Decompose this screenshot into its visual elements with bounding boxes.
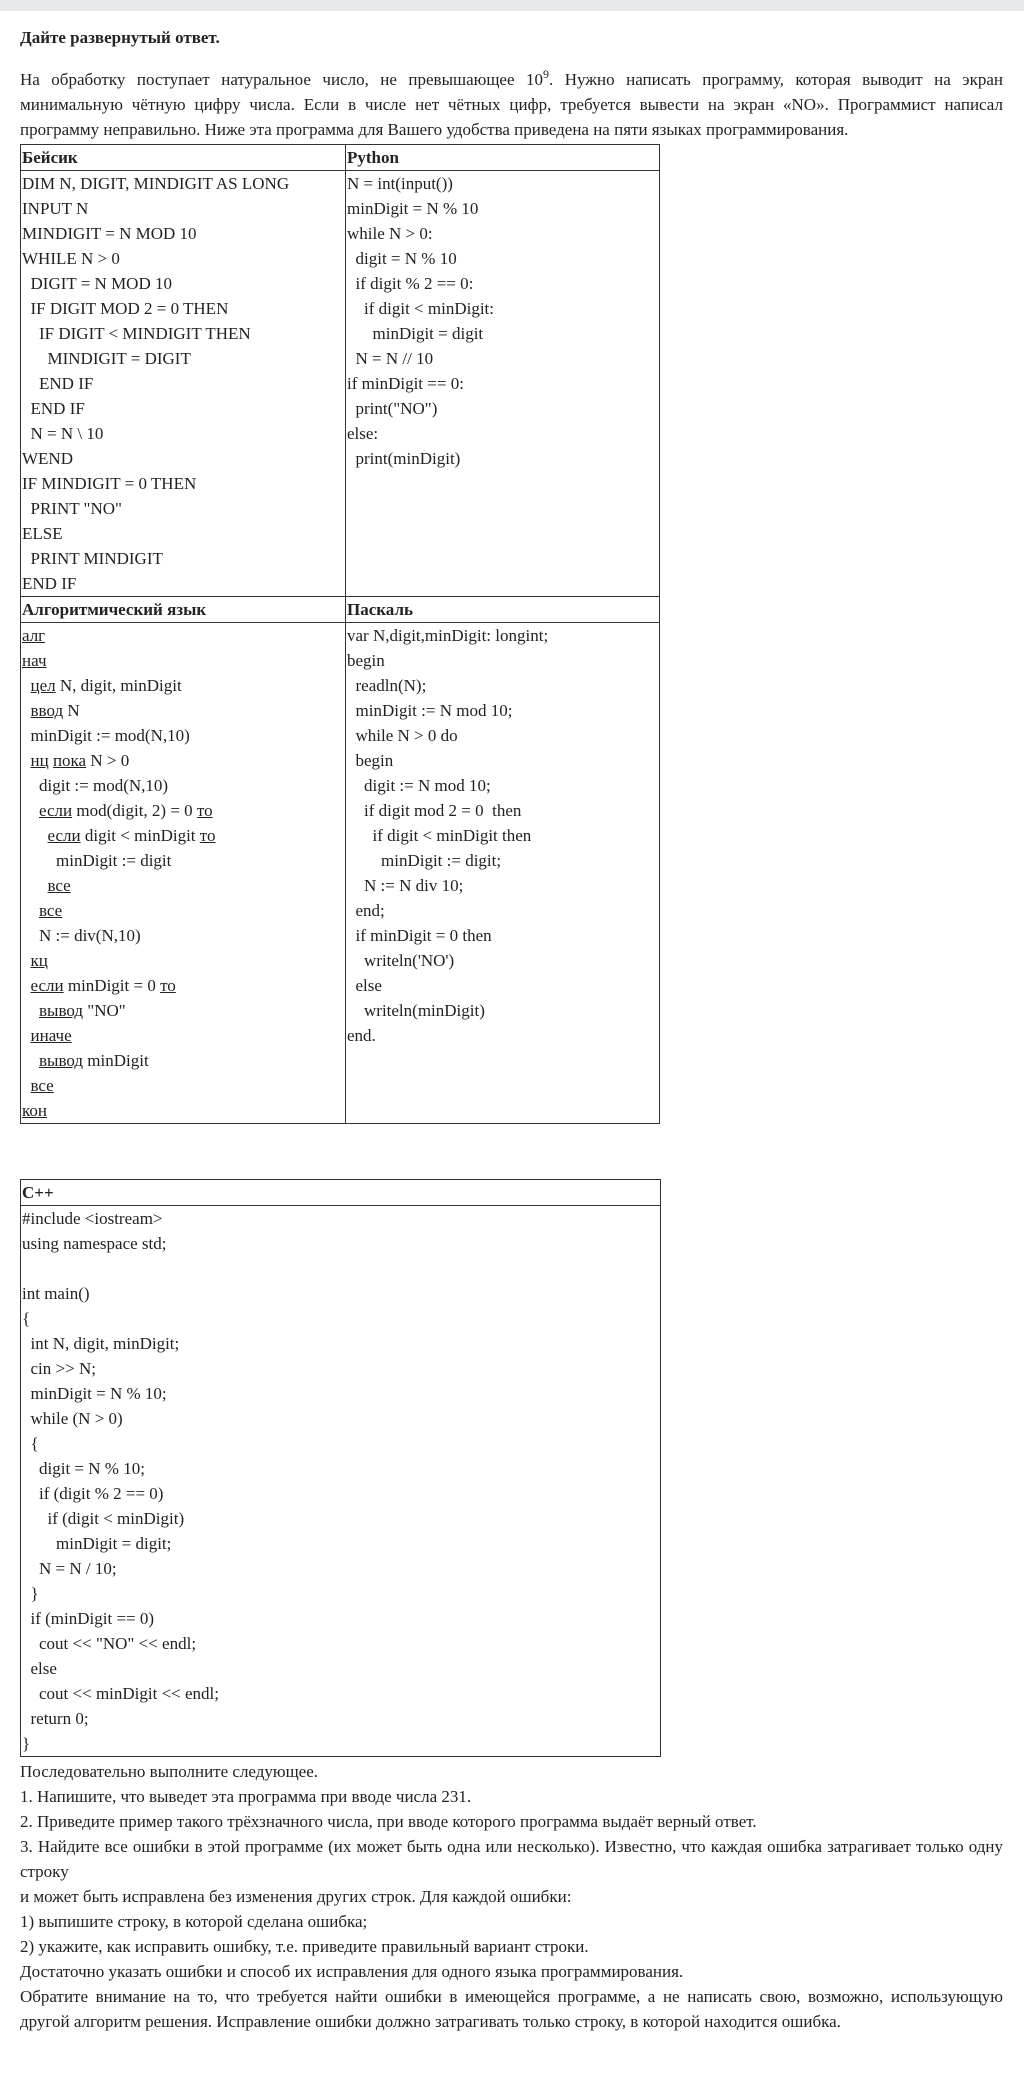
code-table-main — [20, 144, 660, 1124]
code-line: print("NO") — [347, 399, 438, 418]
code-line: INPUT N — [22, 199, 89, 218]
code-line — [22, 798, 345, 823]
code-line: end; — [347, 901, 385, 920]
code-line: N = N / 10; — [22, 1559, 117, 1578]
code-line: if digit < minDigit then — [347, 826, 532, 845]
code-line: minDigit = digit; — [22, 1534, 172, 1553]
code-text — [22, 876, 48, 895]
code-line: using namespace std; — [22, 1234, 167, 1253]
code-line — [22, 723, 345, 748]
code-line: return 0; — [22, 1709, 89, 1728]
code-line — [22, 1023, 345, 1048]
code-line: MINDIGIT = DIGIT — [22, 349, 191, 368]
keyword: кон — [22, 1101, 47, 1120]
code-table-cpp — [20, 1179, 661, 1757]
task-heading: Дайте развернутый ответ. — [20, 28, 220, 47]
code-line: N = N // 10 — [347, 349, 434, 368]
code-line: minDigit = N % 10 — [347, 199, 479, 218]
code-line: } — [22, 1734, 31, 1753]
code-text: mod(digit, 2) = 0 — [72, 801, 197, 820]
code-line — [22, 1256, 660, 1281]
code-line: cin >> N; — [22, 1359, 96, 1378]
code-line: DIGIT = N MOD 10 — [22, 274, 172, 293]
algorithmic-header: Алгоритмический язык — [21, 597, 346, 623]
code-line: if minDigit == 0: — [347, 374, 464, 393]
keyword: то — [199, 826, 216, 845]
keyword: иначе — [30, 1026, 72, 1045]
cpp-header: C++ — [21, 1180, 661, 1206]
code-line — [22, 773, 345, 798]
code-line — [22, 1073, 345, 1098]
code-line: IF DIGIT MOD 2 = 0 THEN — [22, 299, 229, 318]
problem-statement — [20, 67, 1003, 142]
code-line: readln(N); — [347, 676, 427, 695]
code-line: minDigit := digit; — [347, 851, 502, 870]
keyword: нач — [22, 651, 47, 670]
code-text — [22, 951, 31, 970]
code-line — [22, 1098, 345, 1123]
code-line: print(minDigit) — [347, 449, 461, 468]
code-text: digit < minDigit — [80, 826, 200, 845]
keyword: цел — [30, 676, 56, 695]
code-line: if minDigit = 0 then — [347, 926, 492, 945]
code-text — [22, 826, 48, 845]
code-line: #include <iostream> — [22, 1209, 163, 1228]
task-line: 3. Найдите все ошибки в этой программе (их может быть одна или несколько). Известно, что каждая ошибка затрагивает только одну строку — [20, 1837, 1003, 1881]
code-line: N = int(input()) — [347, 174, 453, 193]
code-line: } — [22, 1584, 39, 1603]
code-line: if (digit % 2 == 0) — [22, 1484, 164, 1503]
keyword: вывод — [39, 1051, 84, 1070]
code-line — [22, 873, 345, 898]
code-line: ELSE — [22, 524, 63, 543]
basic-header: Бейсик — [21, 145, 346, 171]
code-line — [22, 948, 345, 973]
code-line: { — [22, 1309, 31, 1328]
code-line: END IF — [22, 574, 77, 593]
exponent: 9 — [543, 67, 550, 81]
code-line — [22, 898, 345, 923]
keyword: нц — [30, 751, 49, 770]
task-instructions — [20, 1759, 1003, 2034]
code-text — [22, 1026, 31, 1045]
code-line — [22, 848, 345, 873]
code-line: cout << "NO" << endl; — [22, 1634, 197, 1653]
code-line: IF MINDIGIT = 0 THEN — [22, 474, 197, 493]
code-text: minDigit — [83, 1051, 149, 1070]
task-line: 2) укажите, как исправить ошибку, т.е. приведите правильный вариант строки. — [20, 1937, 589, 1956]
code-line — [22, 748, 345, 773]
code-line: WHILE N > 0 — [22, 249, 120, 268]
code-line: if (minDigit == 0) — [22, 1609, 155, 1628]
code-text — [22, 1051, 39, 1070]
task-line: и может быть исправлена без изменения других строк. Для каждой ошибки: — [20, 1887, 572, 1906]
code-text — [22, 1076, 31, 1095]
code-line: DIM N, DIGIT, MINDIGIT AS LONG — [22, 174, 290, 193]
code-line — [22, 823, 345, 848]
cpp-code — [21, 1206, 661, 1757]
code-line: digit = N % 10 — [347, 249, 457, 268]
task-line: 2. Приведите пример такого трёхзначного числа, при вводе которого программа выдаёт верный ответ. — [20, 1812, 757, 1831]
top-bar — [0, 0, 1024, 11]
code-line: end. — [347, 1026, 376, 1045]
code-line — [22, 1048, 345, 1073]
keyword: все — [47, 876, 71, 895]
code-line: END IF — [22, 399, 85, 418]
task-line: Последовательно выполните следующее. — [20, 1762, 319, 1781]
code-line: if (digit < minDigit) — [22, 1509, 185, 1528]
basic-code — [21, 171, 346, 597]
code-line: else — [347, 976, 382, 995]
keyword: вывод — [39, 1001, 84, 1020]
python-header: Python — [346, 145, 660, 171]
keyword: все — [30, 1076, 54, 1095]
task-line: 1) выпишите строку, в которой сделана ошибка; — [20, 1912, 368, 1931]
pascal-code — [346, 623, 660, 1124]
code-text: digit := mod(N,10) — [22, 776, 169, 795]
code-line: writeln('NO') — [347, 951, 455, 970]
intro-text-continued: . Нужно написать программу, которая выводит на экран минимальную чётную цифру числа. Если в числе нет чётных цифр, требуется вывести на экран «NO». Программист написал программу неправильно. Ниже эта программа для Вашего удобства приведена на пяти языках программирования. — [20, 70, 1003, 139]
code-line — [22, 923, 345, 948]
code-line: minDigit := N mod 10; — [347, 701, 513, 720]
code-line: cout << minDigit << endl; — [22, 1684, 220, 1703]
keyword: все — [39, 901, 63, 920]
code-text — [22, 751, 31, 770]
code-line: END IF — [22, 374, 94, 393]
code-text — [22, 676, 31, 695]
code-line: int N, digit, minDigit; — [22, 1334, 180, 1353]
keyword: кц — [30, 951, 48, 970]
code-text: minDigit = 0 — [63, 976, 161, 995]
code-line: else: — [347, 424, 379, 443]
code-text: minDigit := mod(N,10) — [22, 726, 190, 745]
code-line: minDigit = N % 10; — [22, 1384, 167, 1403]
code-line: MINDIGIT = N MOD 10 — [22, 224, 197, 243]
code-line: minDigit = digit — [347, 324, 484, 343]
keyword: если — [47, 826, 81, 845]
code-line: begin — [347, 751, 394, 770]
code-line: PRINT "NO" — [22, 499, 122, 518]
code-line: while N > 0 do — [347, 726, 458, 745]
keyword: пока — [52, 751, 87, 770]
code-line — [22, 973, 345, 998]
code-text — [22, 1001, 39, 1020]
code-text: N, digit, minDigit — [55, 676, 182, 695]
keyword: алг — [22, 626, 46, 645]
code-line: if digit < minDigit: — [347, 299, 495, 318]
task-line: 1. Напишите, что выведет эта программа при вводе числа 231. — [20, 1787, 472, 1806]
code-line: N = N \ 10 — [22, 424, 104, 443]
intro-text: На обработку поступает натуральное число, не превышающее 10 — [20, 70, 544, 89]
code-text: N > 0 — [86, 751, 130, 770]
code-line: else — [22, 1659, 57, 1678]
code-text: N := div(N,10) — [22, 926, 141, 945]
code-line: if digit % 2 == 0: — [347, 274, 474, 293]
code-line — [22, 998, 345, 1023]
pascal-header: Паскаль — [346, 597, 660, 623]
code-text — [22, 801, 39, 820]
code-line: N := N div 10; — [347, 876, 464, 895]
code-line: while (N > 0) — [22, 1409, 123, 1428]
keyword: если — [39, 801, 73, 820]
code-line: while N > 0: — [347, 224, 433, 243]
code-line: { — [22, 1434, 39, 1453]
code-line: writeln(minDigit) — [347, 1001, 485, 1020]
code-text — [22, 976, 31, 995]
keyword: если — [30, 976, 64, 995]
keyword: ввод — [30, 701, 64, 720]
code-line: PRINT MINDIGIT — [22, 549, 163, 568]
code-line: digit = N % 10; — [22, 1459, 145, 1478]
code-line — [22, 648, 345, 673]
code-line: IF DIGIT < MINDIGIT THEN — [22, 324, 251, 343]
code-text: N — [63, 701, 80, 720]
keyword: то — [196, 801, 213, 820]
code-line: WEND — [22, 449, 73, 468]
python-code — [346, 171, 660, 597]
code-text — [22, 701, 31, 720]
code-line — [22, 623, 345, 648]
code-text: "NO" — [83, 1001, 126, 1020]
algorithmic-code — [21, 623, 346, 1124]
code-line — [22, 673, 345, 698]
code-text: minDigit := digit — [22, 851, 172, 870]
code-line — [22, 698, 345, 723]
task-line: Обратите внимание на то, что требуется найти ошибки в имеющейся программе, а не написать свою, возможно, использующую другой алгоритм решения. Исправление ошибки должно затрагивать только строку, в которой находится ошибка. — [20, 1987, 1003, 2031]
code-line: int main() — [22, 1284, 90, 1303]
code-line: begin — [347, 651, 385, 670]
keyword: то — [160, 976, 176, 995]
code-text — [22, 901, 39, 920]
task-line: Достаточно указать ошибки и способ их исправления для одного языка программирования. — [20, 1962, 684, 1981]
code-line: var N,digit,minDigit: longint; — [347, 626, 549, 645]
code-line: digit := N mod 10; — [347, 776, 491, 795]
code-line: if digit mod 2 = 0 then — [347, 801, 522, 820]
